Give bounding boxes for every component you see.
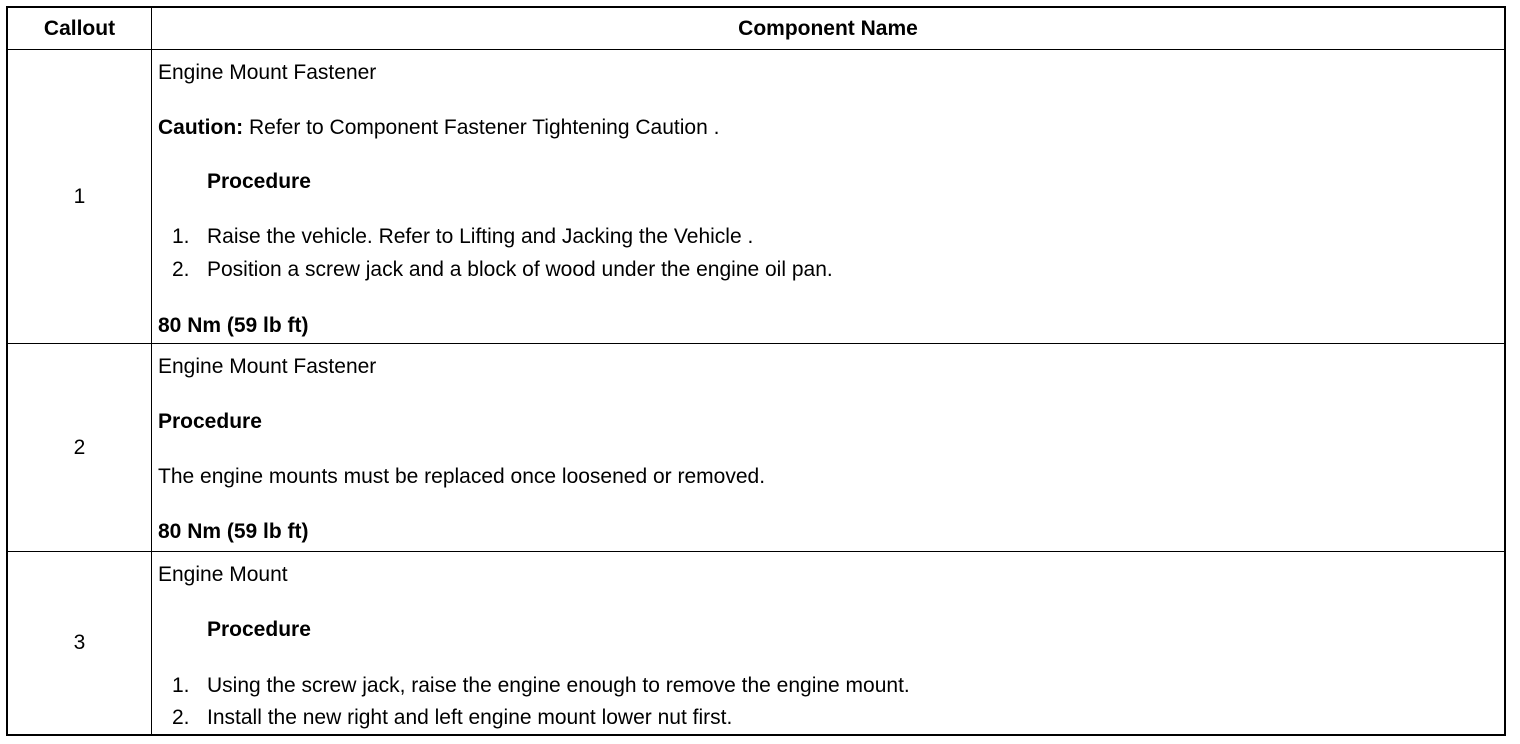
callout-number: 3 xyxy=(8,552,152,734)
table-row xyxy=(8,50,1504,344)
caution-label: Caution: xyxy=(158,116,244,139)
step-text: Using the screw jack, raise the engine enough to remove the engine mount. xyxy=(207,674,910,697)
procedure-heading: Procedure xyxy=(207,618,311,641)
header-callout: Callout xyxy=(8,8,152,49)
step-number: 1. xyxy=(172,674,190,697)
procedure-heading: Procedure xyxy=(158,410,262,433)
torque-spec: 80 Nm (59 lb ft) xyxy=(158,520,309,543)
callout-number: 1 xyxy=(8,50,152,343)
callout-number: 2 xyxy=(8,344,152,551)
table-header-row xyxy=(8,8,1504,50)
component-name: Engine Mount Fastener xyxy=(158,355,377,378)
component-table xyxy=(6,6,1506,736)
torque-spec: 80 Nm (59 lb ft) xyxy=(158,314,309,337)
component-cell xyxy=(152,344,1504,551)
caution-text: Refer to Component Fastener Tightening Caution . xyxy=(243,116,720,139)
component-cell xyxy=(152,552,1504,734)
procedure-note: The engine mounts must be replaced once loosened or removed. xyxy=(158,465,766,488)
table-row xyxy=(8,552,1504,734)
component-name: Engine Mount xyxy=(158,563,288,586)
procedure-heading: Procedure xyxy=(207,170,311,193)
header-component-name: Component Name xyxy=(738,16,918,40)
step-text: Position a screw jack and a block of wood under the engine oil pan. xyxy=(207,258,833,281)
step-number: 1. xyxy=(172,225,190,248)
component-name: Engine Mount Fastener xyxy=(158,61,377,84)
step-number: 2. xyxy=(172,706,190,729)
step-number: 2. xyxy=(172,258,190,281)
component-cell xyxy=(152,50,1504,343)
table-row xyxy=(8,344,1504,552)
step-text: Install the new right and left engine mount lower nut first. xyxy=(207,706,733,729)
caution-note xyxy=(158,116,719,140)
step-text: Raise the vehicle. Refer to Lifting and Jacking the Vehicle . xyxy=(207,225,754,248)
